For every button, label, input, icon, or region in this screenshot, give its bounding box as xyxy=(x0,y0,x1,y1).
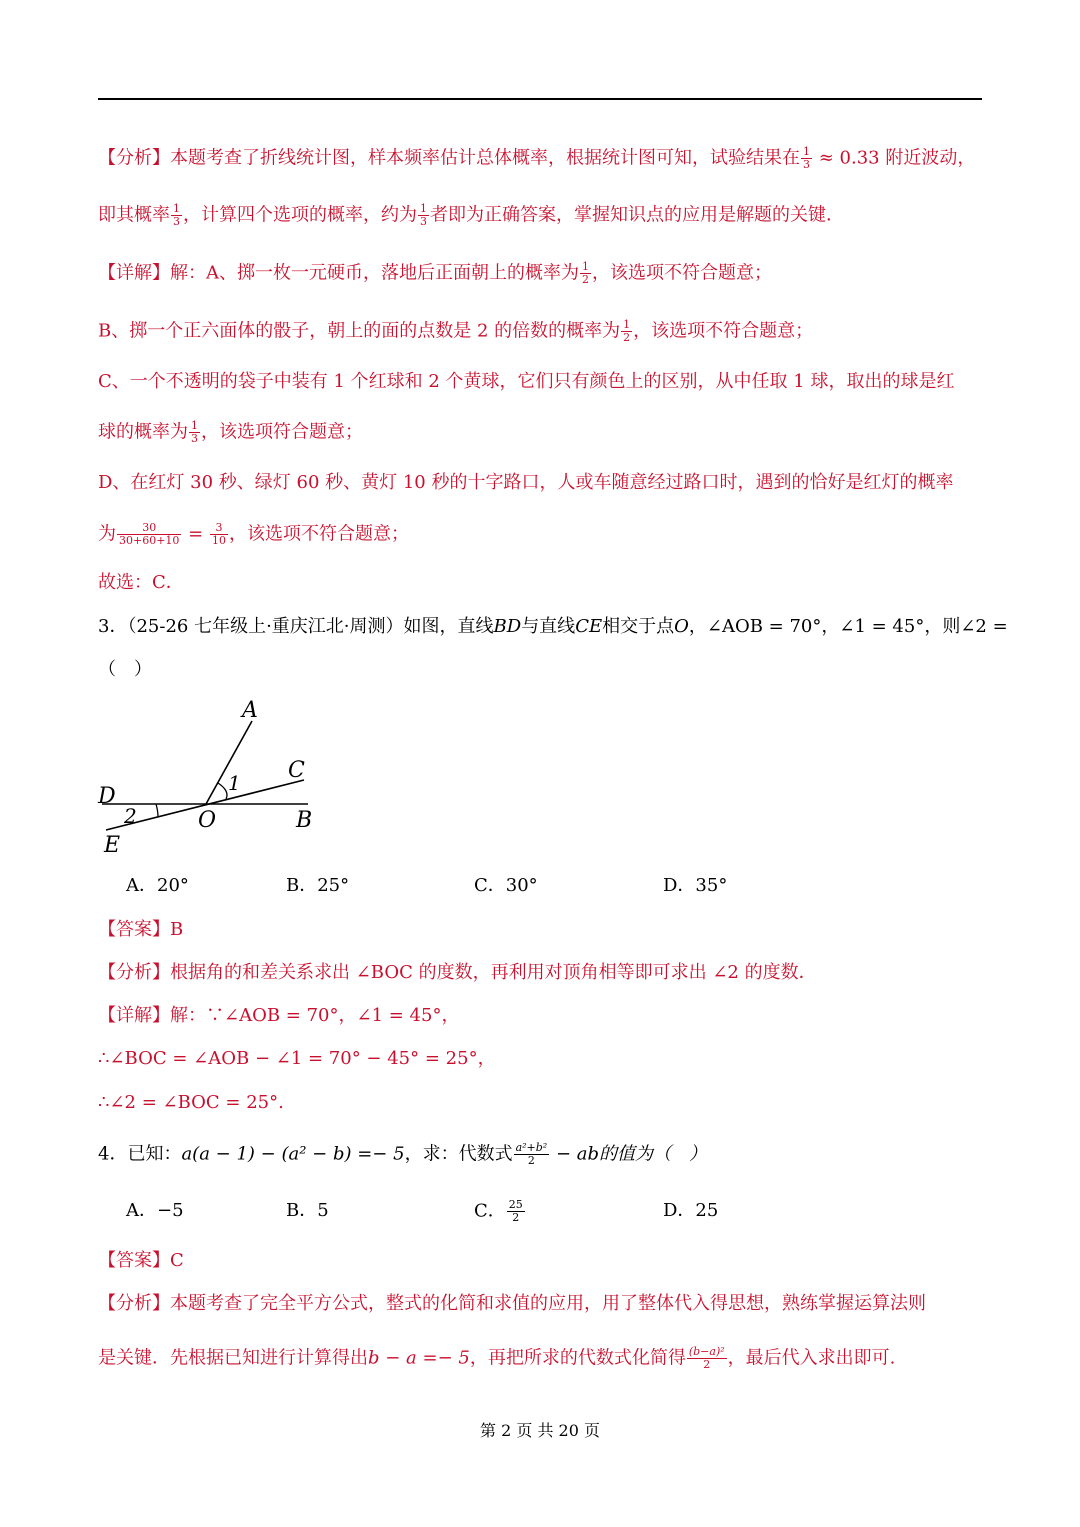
page-footer: 第 2 页 共 20 页 xyxy=(480,1421,600,1440)
detail-option-b: B、掷一个正六面体的骰子，朝上的面的点数是 2 的倍数的概率为 $\frac{1}{2}$ ，该选项不符合题意； xyxy=(98,318,814,344)
fraction-one-half: $\frac{1}{2}$ xyxy=(582,260,589,286)
label-b: B xyxy=(296,808,313,833)
fraction-one-third: $\frac{1}{3}$ xyxy=(420,202,427,228)
question-3-blank: （ ） xyxy=(98,659,152,680)
choice-line: 故选：C． xyxy=(98,572,184,593)
q3-option-d[interactable]: D．35° xyxy=(663,875,728,896)
detail-option-d-line2: 为 $\frac{30}{30+60+10}$ = $\frac{3}{10}$ ，该选项不符合题意； xyxy=(98,521,409,547)
q3-option-a[interactable]: A．20° xyxy=(126,875,189,896)
detail-option-c-line2: 球的概率为 $\frac{1}{3}$ ，该选项符合题意； xyxy=(98,419,363,445)
question-4-stem: 4．已知：a(a − 1) − (a² − b) =− 5，求：代数式 $\frac{\text{a²+b²}}{2}$ − ab的值为（ ） xyxy=(98,1141,707,1167)
label-a: A xyxy=(242,698,258,723)
analysis-line-2: 即其概率 $\frac{1}{3}$ ，计算四个选项的概率，约为 $\frac{1}{3}$ 者即为正确答案，掌握知识点的应用是解题的关键． xyxy=(98,202,844,228)
label-angle-2: 2 xyxy=(124,804,137,828)
analysis-line-1 xyxy=(98,146,975,171)
label-angle-1: 1 xyxy=(228,771,241,795)
fraction-one-third: $\frac{1}{3}$ xyxy=(191,419,198,445)
fraction-simplified: $\frac{\text{(b−a)²}}{2}$ xyxy=(688,1345,725,1371)
detail-option-d-line1: D、在红灯 30 秒、绿灯 60 秒、黄灯 10 秒的十字路口，人或车随意经过路口时，遇到的恰好是红灯的概率 xyxy=(98,472,954,493)
q3-detail-3: ∴∠2 = ∠BOC = 25°. xyxy=(98,1092,284,1113)
q4-option-c[interactable]: C． $\frac{25}{2}$ xyxy=(474,1198,523,1224)
question-3-stem: 3．（25-26 七年级上·重庆江北·周测）如图，直线BD与直线CE相交于点O，∠AOB = 70°，∠1 = 45°，则∠2 = xyxy=(98,616,1008,637)
fraction-expression: $\frac{\text{a²+b²}}{2}$ xyxy=(515,1141,548,1167)
q3-detail-2: ∴∠BOC = ∠AOB − ∠1 = 70° − 45° = 25°， xyxy=(98,1048,496,1069)
q4-analysis-line-1: 【分析】本题考查了完全平方公式，整式的化简和求值的应用，用了整体代入得思想，熟练掌握运算法则 xyxy=(98,1293,926,1314)
q3-detail-1: 【详解】解：∵∠AOB = 70°，∠1 = 45°， xyxy=(98,1005,460,1026)
analysis-tag: 【分析】 xyxy=(98,147,170,169)
q4-answer: 【答案】C xyxy=(98,1250,184,1271)
q4-option-b[interactable]: B．5 xyxy=(286,1200,329,1221)
fraction-three-tenths: $\frac{3}{10}$ xyxy=(211,521,226,547)
q3-analysis: 【分析】根据角的和差关系求出 ∠BOC 的度数，再利用对顶角相等即可求出 ∠2 的度数． xyxy=(98,962,817,983)
angle-2-arc xyxy=(156,804,158,817)
fraction-25-over-2: $\frac{25}{2}$ xyxy=(508,1198,523,1224)
detail-option-a: 【详解】解：A、掷一枚一元硬币，落地后正面朝上的概率为 $\frac{1}{2}$ ，该选项不符合题意； xyxy=(98,260,772,286)
fraction-red-probability: $\frac{30}{30+60+10}$ xyxy=(119,521,180,547)
angle-1-arc xyxy=(218,783,227,799)
label-e: E xyxy=(104,833,121,858)
q4-option-d[interactable]: D．25 xyxy=(663,1200,719,1221)
q3-option-b[interactable]: B．25° xyxy=(286,875,350,896)
angle-figure xyxy=(90,695,330,860)
q4-analysis-line-2: 是关键．先根据已知进行计算得出b − a =− 5，再把所求的代数式化简得 $\frac{\text{(b−a)²}}{2}$ ，最后代入求出即可. xyxy=(98,1345,896,1371)
header-rule xyxy=(98,98,982,100)
detail-option-c-line1: C、一个不透明的袋子中装有 1 个红球和 2 个黄球，它们只有颜色上的区别，从中任取 1 球，取出的球是红 xyxy=(98,371,955,392)
label-c: C xyxy=(288,758,305,783)
label-d: D xyxy=(98,784,116,809)
label-o: O xyxy=(198,808,217,833)
fraction-one-third: $\frac{1}{3}$ xyxy=(173,202,180,228)
q3-answer: 【答案】B xyxy=(98,919,184,940)
fraction-one-third: $\frac{1}{3}$ xyxy=(803,145,810,171)
q4-option-a[interactable]: A．−5 xyxy=(126,1200,184,1221)
q3-option-c[interactable]: C．30° xyxy=(474,875,538,896)
analysis-text: 本题考查了折线统计图，样本频率估计总体概率，根据统计图可知，试验结果在 xyxy=(170,147,800,169)
fraction-one-half: $\frac{1}{2}$ xyxy=(623,318,631,344)
analysis-text-2: ≈ 0.33 附近波动， xyxy=(813,147,976,169)
